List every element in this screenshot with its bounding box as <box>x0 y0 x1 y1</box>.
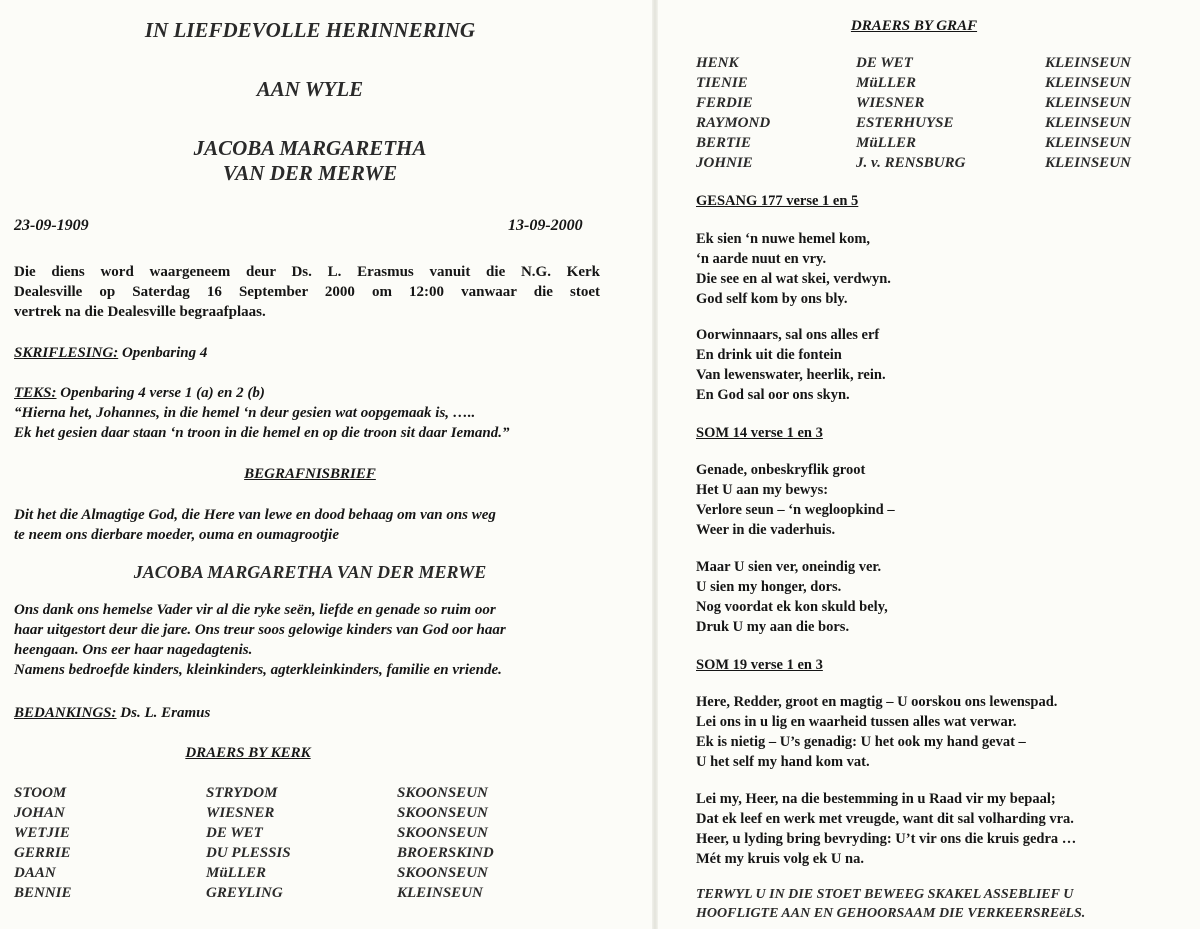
scripture-reading <box>14 343 207 363</box>
bearer-relation: BROERSKIND <box>397 845 494 861</box>
verse-line: Genade, onbeskryflik groot <box>696 462 866 478</box>
bearer-relation: KLEINSEUN <box>1045 115 1131 131</box>
verse-line: U het self my hand kom vat. <box>696 754 870 770</box>
thanks-paragraph <box>14 600 506 680</box>
bearer-row <box>696 113 1196 133</box>
bearer-last: MüLLER <box>856 135 917 151</box>
church-bearers-table <box>14 783 614 903</box>
verse-line: Van lewenswater, heerlik, rein. <box>696 367 886 383</box>
hymn-heading: GESANG 177 verse 1 en 5 <box>696 193 859 209</box>
acknowledgements <box>14 703 210 723</box>
bearer-first: BENNIE <box>14 885 72 901</box>
scripture-reading-value: Openbaring 4 <box>121 345 208 361</box>
psalm14-stanza-1 <box>696 460 895 540</box>
verse-line: Die see en al wat skei, verdwyn. <box>696 271 891 287</box>
bearer-relation: KLEINSEUN <box>1045 55 1131 71</box>
psalm14-heading: SOM 14 verse 1 en 3 <box>696 425 823 441</box>
verse-line: Lei my, Heer, na die bestemming in u Raad vir my bepaal; <box>696 791 1056 807</box>
bearer-row <box>14 803 614 823</box>
bearer-row <box>14 883 614 903</box>
verse-line: Dat ek leef en werk met vreugde, want dit sal volharding vra. <box>696 811 1074 827</box>
bearer-last: WIESNER <box>206 805 275 821</box>
birth-date: 23-09-1909 <box>14 217 89 234</box>
verse-line: Het U aan my bewys: <box>696 482 829 498</box>
bearer-row <box>696 93 1196 113</box>
bearer-last: MüLLER <box>856 75 917 91</box>
bearer-relation: KLEINSEUN <box>397 885 483 901</box>
verse-line: Ek is nietig – U’s genadig: U het ook my hand gevat – <box>696 734 1026 750</box>
bearer-relation: KLEINSEUN <box>1045 155 1131 171</box>
bearer-last: DE WET <box>206 825 263 841</box>
verse-line: Lei ons in u lig en waarheid tussen alles wat verwar. <box>696 714 1017 730</box>
bearer-last: DU PLESSIS <box>206 845 291 861</box>
verse-line: En drink uit die fontein <box>696 347 842 363</box>
bearer-relation: SKOONSEUN <box>397 805 488 821</box>
psalm14-stanza-2 <box>696 557 888 637</box>
psalm19-stanza-1 <box>696 692 1057 772</box>
bearer-first: STOOM <box>14 785 67 801</box>
text-value: Openbaring 4 verse 1 (a) en 2 (b) <box>60 385 265 401</box>
bearer-first: FERDIE <box>696 95 753 111</box>
deceased-name-line1: JACOBA MARGARETHA <box>193 136 427 160</box>
bearer-relation: KLEINSEUN <box>1045 135 1131 151</box>
thanks-line: heengaan. Ons eer haar nagedagtenis. <box>14 642 253 658</box>
burial-letter-line: te neem ons dierbare moeder, ouma en oumagrootjie <box>14 527 339 543</box>
verse-line: ‘n aarde nuut en vry. <box>696 251 827 267</box>
verse-line: Maar U sien ver, oneindig ver. <box>696 559 882 575</box>
text-label: TEKS: <box>14 385 57 401</box>
closing-notice-line: TERWYL U IN DIE STOET BEWEEG SKAKEL ASSEBLIEF U <box>696 887 1074 902</box>
bearer-first: BERTIE <box>696 135 752 151</box>
bearer-row <box>14 843 614 863</box>
bearer-first: JOHAN <box>14 805 65 821</box>
grave-bearers-table <box>696 53 1196 173</box>
bearer-last: DE WET <box>856 55 913 71</box>
bearer-row <box>14 823 614 843</box>
bearer-first: DAAN <box>14 865 56 881</box>
bearer-last: STRYDOM <box>206 785 278 801</box>
verse-line: Oorwinnaars, sal ons alles erf <box>696 327 880 343</box>
verse-line: Ek sien ‘n nuwe hemel kom, <box>696 231 871 247</box>
bearer-relation: SKOONSEUN <box>397 865 488 881</box>
service-paragraph <box>14 262 600 322</box>
service-line: Dealesville op Saterdag 16 September 2000 om 12:00 vanwaar die stoet <box>14 284 600 300</box>
thanks-line: haar uitgestort deur die jare. Ons treur soos gelowige kinders van God oor haar <box>14 622 506 638</box>
verse-line: God self kom by ons bly. <box>696 291 848 307</box>
verse-line: U sien my honger, dors. <box>696 579 842 595</box>
deceased-name-line2: VAN DER MERWE <box>222 161 398 185</box>
bearer-first: RAYMOND <box>696 115 771 131</box>
thanks-line: Namens bedroefde kinders, kleinkinders, agterkleinkinders, familie en vriende. <box>14 662 502 678</box>
bearer-relation: SKOONSEUN <box>397 825 488 841</box>
hymn-stanza-1 <box>696 229 891 309</box>
text-section <box>14 383 509 443</box>
hymn-stanza-2 <box>696 325 886 405</box>
verse-line: Druk U my aan die bors. <box>696 619 850 635</box>
bearer-first: JOHNIE <box>696 155 753 171</box>
church-bearers-heading: DRAERS BY KERK <box>185 745 311 761</box>
bearer-row <box>14 783 614 803</box>
burial-letter <box>14 505 496 545</box>
bearer-row <box>696 53 1196 73</box>
right-page <box>664 0 1200 929</box>
scripture-reading-label: SKRIFLESING: <box>14 345 119 361</box>
memorial-subheading: AAN WYLE <box>256 77 364 101</box>
bearer-row <box>696 73 1196 93</box>
death-date: 13-09-2000 <box>508 217 583 234</box>
acknowledgements-label: BEDANKINGS: <box>14 705 117 721</box>
bearer-relation: KLEINSEUN <box>1045 95 1131 111</box>
acknowledgements-value: Ds. L. Eramus <box>120 705 211 721</box>
bearer-row <box>696 153 1196 173</box>
closing-notice <box>696 885 1085 923</box>
bearer-last: MüLLER <box>206 865 267 881</box>
psalm19-heading: SOM 19 verse 1 en 3 <box>696 657 823 673</box>
burial-letter-heading: BEGRAFNISBRIEF <box>244 466 376 482</box>
bearer-last: GREYLING <box>206 885 283 901</box>
grave-bearers-heading: DRAERS BY GRAF <box>850 18 978 34</box>
bearer-first: HENK <box>696 55 739 71</box>
text-quote-line: “Hierna het, Johannes, in die hemel ‘n deur gesien wat oopgemaak is, ….. <box>14 405 476 421</box>
service-line: Die diens word waargeneem deur Ds. L. Erasmus vanuit die N.G. Kerk <box>14 264 600 280</box>
verse-line: Nog voordat ek kon skuld bely, <box>696 599 888 615</box>
psalm19-stanza-2 <box>696 789 1076 869</box>
bearer-row <box>14 863 614 883</box>
bearer-first: GERRIE <box>14 845 71 861</box>
bearer-last: WIESNER <box>856 95 925 111</box>
bearer-first: WETJIE <box>14 825 70 841</box>
verse-line: Heer, u lyding bring bevryding: U’t vir ons die kruis gedra … <box>696 831 1077 847</box>
verse-line: Verlore seun – ‘n wegloopkind – <box>696 502 895 518</box>
bearer-relation: SKOONSEUN <box>397 785 488 801</box>
service-line: vertrek na die Dealesville begraafplaas. <box>14 304 266 320</box>
verse-line: Mét my kruis volg ek U na. <box>696 851 864 867</box>
burial-letter-line: Dit het die Almagtige God, die Here van lewe en dood behaag om van ons weg <box>14 507 496 523</box>
verse-line: Weer in die vaderhuis. <box>696 522 836 538</box>
verse-line: Here, Redder, groot en magtig – U oorskou ons lewenspad. <box>696 694 1058 710</box>
bearer-row <box>696 133 1196 153</box>
bearer-last: J. v. RENSBURG <box>856 155 966 171</box>
page-fold <box>652 0 658 929</box>
bearer-last: ESTERHUYSE <box>856 115 954 131</box>
verse-line: En God sal oor ons skyn. <box>696 387 850 403</box>
bearer-relation: KLEINSEUN <box>1045 75 1131 91</box>
closing-notice-line: HOOFLIGTE AAN EN GEHOORSAAM DIE VERKEERSREëLS. <box>696 906 1086 921</box>
memorial-heading: IN LIEFDEVOLLE HERINNERING <box>144 18 476 42</box>
text-quote-line: Ek het gesien daar staan ‘n troon in die hemel en op die troon sit daar Iemand.” <box>14 425 510 441</box>
bearer-first: TIENIE <box>696 75 748 91</box>
thanks-line: Ons dank ons hemelse Vader vir al die ryke seën, liefde en genade so ruim oor <box>14 602 496 618</box>
full-name: JACOBA MARGARETHA VAN DER MERWE <box>133 562 487 582</box>
